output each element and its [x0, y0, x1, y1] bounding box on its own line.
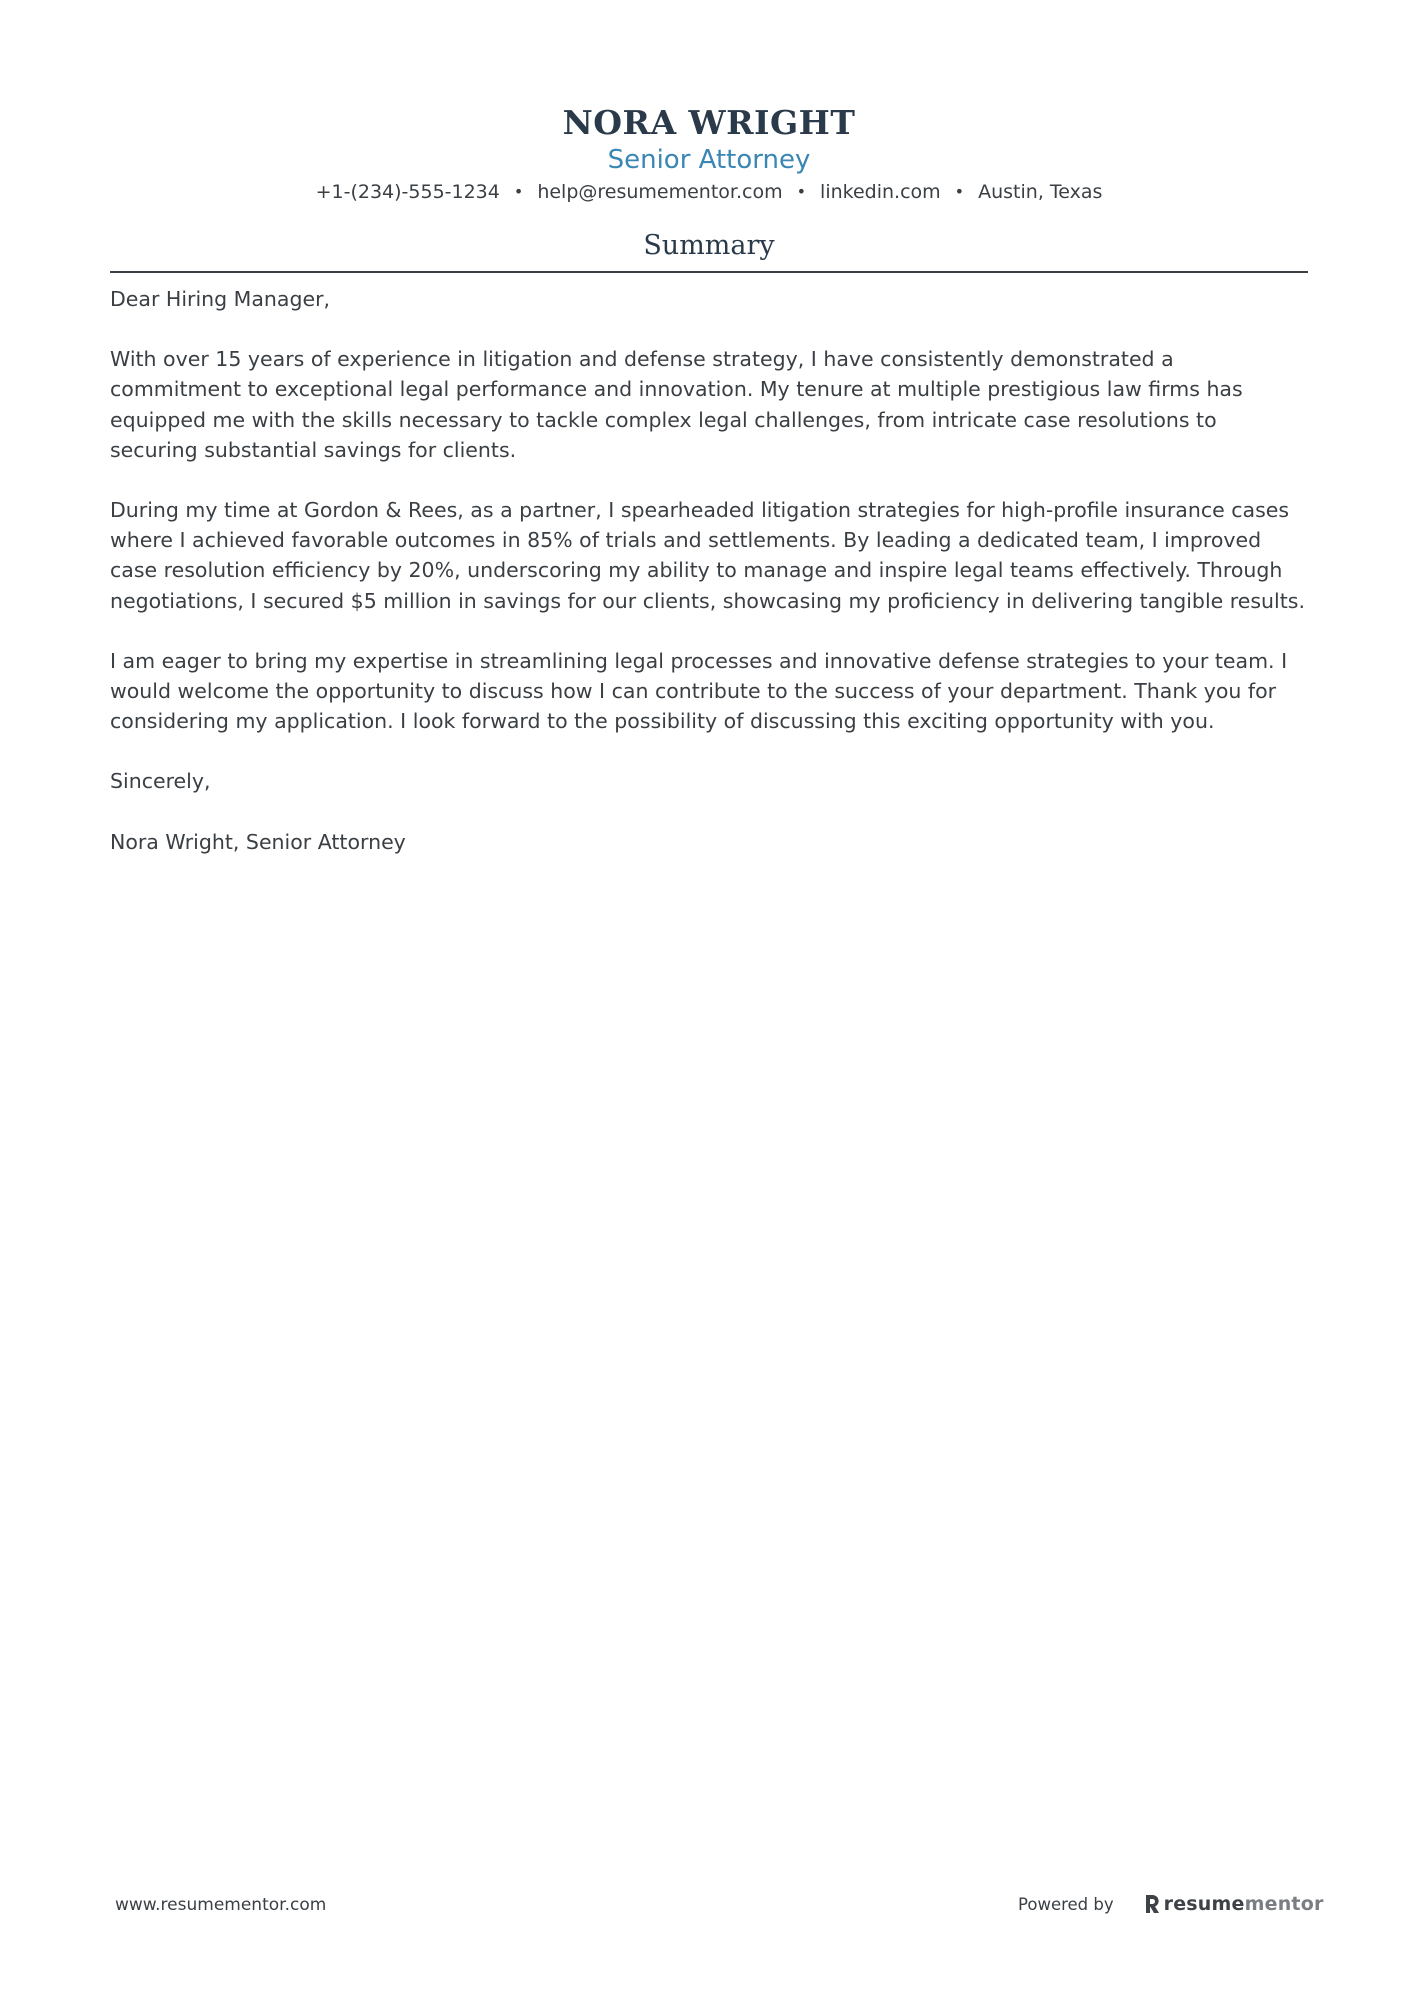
- cover-letter-page: [110, 0, 1308, 1995]
- header: [110, 102, 1308, 206]
- letter-body: [110, 284, 1308, 887]
- letter-paragraph: With over 15 years of experience in litigation and defense strategy, I have consistently demonstrated a commitment to exceptional legal performance and innovation. My tenure at multiple prestigious law firms has equipped me with the skills necessary to tackle complex legal challenges, from intricate case resolutions to securing substantial savings for clients.: [110, 347, 1243, 462]
- contact-linkedin[interactable]: linkedin.com: [820, 181, 941, 203]
- contact-location: Austin, Texas: [978, 181, 1103, 203]
- logo-wordmark-bold: resume: [1163, 1893, 1245, 1915]
- footer-branding: [1018, 1891, 1324, 1917]
- logo-wordmark: [1164, 1893, 1324, 1915]
- resumementor-logo-icon: [1144, 1894, 1160, 1914]
- letter-closing: Sincerely,: [110, 769, 211, 794]
- section-divider: [110, 271, 1308, 273]
- letter-paragraph: I am eager to bring my expertise in streamlining legal processes and innovative defense strategies to your team. I would welcome the opportunity to discuss how I can contribute to the success of your department. Thank you for considering my application. I look forward to the possibility of discussing this exciting opportunity with you.: [110, 648, 1288, 734]
- bullet-separator: •: [954, 182, 965, 201]
- letter-signature: Nora Wright, Senior Attorney: [110, 829, 406, 854]
- contact-line: [110, 178, 1308, 206]
- contact-email[interactable]: help@resumementor.com: [537, 181, 783, 203]
- bullet-separator: •: [796, 182, 807, 201]
- applicant-title: Senior Attorney: [607, 145, 811, 175]
- section-heading: Summary: [643, 230, 775, 261]
- logo-wordmark-light: mentor: [1244, 1893, 1324, 1915]
- resumementor-logo[interactable]: [1144, 1893, 1324, 1915]
- contact-phone: +1-(234)-555-1234: [315, 181, 500, 203]
- letter-paragraph: During my time at Gordon & Rees, as a partner, I spearheaded litigation strategies for high-profile insurance cases where I achieved favorable outcomes in 85% of trials and settlements. By leading a dedicated team, I improved case resolution efficiency by 20%, underscoring my ability to manage and inspire legal teams effectively. Through negotiations, I secured $5 million in savings for our clients, showcasing my proficiency in delivering tangible results.: [110, 498, 1305, 613]
- applicant-name: NORA WRIGHT: [562, 103, 856, 142]
- powered-by-label: Powered by: [1018, 1894, 1114, 1914]
- footer-website[interactable]: www.resumementor.com: [115, 1895, 327, 1915]
- letter-greeting: Dear Hiring Manager,: [110, 287, 331, 311]
- bullet-separator: •: [513, 182, 524, 201]
